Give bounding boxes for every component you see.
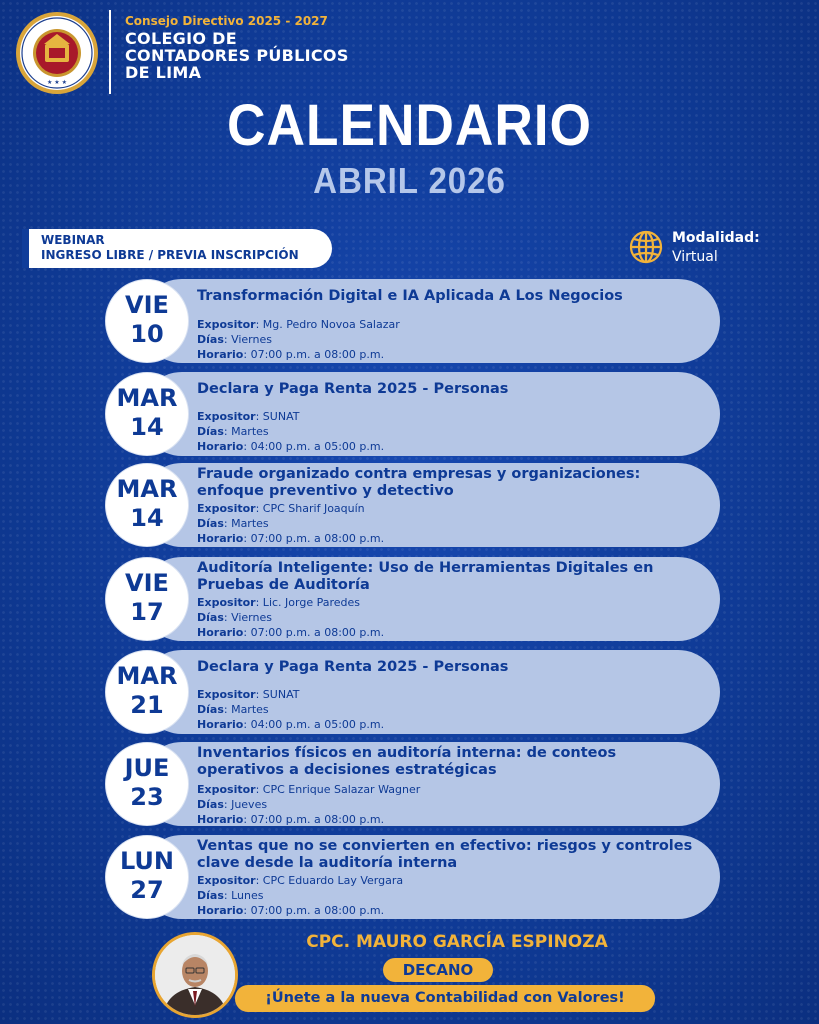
page-title: CALENDARIO	[227, 93, 592, 158]
institution-line-2: CONTADORES PÚBLICOS	[125, 46, 349, 65]
event-expositor: Expositor: Mg. Pedro Novoa Salazar	[197, 318, 400, 331]
event-horario: Horario: 07:00 p.m. a 08:00 p.m.	[197, 348, 385, 361]
event-title: Transformación Digital e IA Aplicada A Los Negocios	[197, 288, 623, 304]
event-weekday: MAR	[116, 384, 178, 412]
event-dias: Días: Jueves	[197, 798, 268, 811]
webinar-accent-bar	[22, 229, 29, 268]
event-title: Fraude organizado contra empresas y organizaciones: enfoque preventivo y detectivo	[197, 466, 641, 499]
event-weekday: LUN	[119, 847, 174, 875]
globe-icon	[628, 229, 664, 265]
svg-text:★ ★ ★: ★ ★ ★	[47, 79, 67, 86]
event-title: Ventas que no se convierten en efectivo: riesgos y controles clave desde la auditoría interna	[197, 838, 693, 871]
event-card	[105, 557, 720, 641]
event-dias: Días: Lunes	[197, 889, 264, 902]
webinar-label: WEBINAR	[41, 233, 105, 247]
event-weekday: VIE	[125, 291, 169, 319]
event-expositor: Expositor: SUNAT	[197, 688, 300, 701]
event-dias: Días: Martes	[197, 517, 269, 530]
event-dias: Días: Viernes	[197, 333, 272, 346]
slogan-banner: ¡Únete a la nueva Contabilidad con Valores!	[235, 985, 655, 1012]
webinar-access: INGRESO LIBRE / PREVIA INSCRIPCIÓN	[41, 248, 299, 262]
header-divider	[109, 10, 111, 94]
event-title: Declara y Paga Renta 2025 - Personas	[197, 381, 509, 397]
event-day: 23	[130, 783, 164, 811]
event-horario: Horario: 07:00 p.m. a 08:00 p.m.	[197, 532, 385, 545]
event-horario: Horario: 07:00 p.m. a 08:00 p.m.	[197, 904, 385, 917]
webinar-box	[22, 229, 332, 268]
institution-line-1: COLEGIO DE	[125, 29, 237, 48]
event-day: 21	[130, 691, 164, 719]
modalidad-label: Modalidad:	[672, 230, 760, 246]
page-subtitle: ABRIL 2026	[313, 160, 506, 201]
event-day: 14	[130, 413, 164, 441]
event-weekday: MAR	[116, 662, 178, 690]
event-horario: Horario: 04:00 p.m. a 05:00 p.m.	[197, 718, 385, 731]
institution-name	[125, 30, 349, 81]
event-card	[105, 372, 720, 456]
decano-role-badge: DECANO	[383, 958, 493, 982]
event-expositor: Expositor: CPC Eduardo Lay Vergara	[197, 874, 404, 887]
event-dias: Días: Martes	[197, 703, 269, 716]
event-card	[105, 650, 720, 734]
event-dias: Días: Martes	[197, 425, 269, 438]
event-weekday: MAR	[116, 475, 178, 503]
event-expositor: Expositor: SUNAT	[197, 410, 300, 423]
event-card	[105, 742, 720, 826]
modalidad-value: Virtual	[672, 249, 718, 265]
event-horario: Horario: 04:00 p.m. a 05:00 p.m.	[197, 440, 385, 453]
event-day: 14	[130, 504, 164, 532]
institution-logo	[14, 10, 100, 96]
decano-avatar	[152, 932, 238, 1018]
event-expositor: Expositor: CPC Enrique Salazar Wagner	[197, 783, 421, 796]
event-weekday: VIE	[125, 569, 169, 597]
institution-line-3: DE LIMA	[125, 63, 202, 82]
event-day: 27	[130, 876, 164, 904]
event-dias: Días: Viernes	[197, 611, 272, 624]
event-card	[105, 279, 720, 363]
event-title: Inventarios físicos en auditoría interna: de conteos operativos a decisiones estratégicas	[197, 745, 617, 778]
event-title: Declara y Paga Renta 2025 - Personas	[197, 659, 509, 675]
event-card	[105, 463, 720, 547]
consejo-directivo: Consejo Directivo 2025 - 2027	[125, 14, 328, 28]
event-card	[105, 835, 720, 919]
event-title: Auditoría Inteligente: Uso de Herramientas Digitales en Pruebas de Auditoría	[197, 560, 654, 593]
event-horario: Horario: 07:00 p.m. a 08:00 p.m.	[197, 813, 385, 826]
event-horario: Horario: 07:00 p.m. a 08:00 p.m.	[197, 626, 385, 639]
event-day: 10	[130, 320, 164, 348]
event-day: 17	[130, 598, 164, 626]
event-expositor: Expositor: CPC Sharif Joaquín	[197, 502, 365, 515]
event-expositor: Expositor: Lic. Jorge Paredes	[197, 596, 360, 609]
decano-name: CPC. MAURO GARCÍA ESPINOZA	[306, 932, 608, 952]
event-weekday: JUE	[124, 754, 170, 782]
